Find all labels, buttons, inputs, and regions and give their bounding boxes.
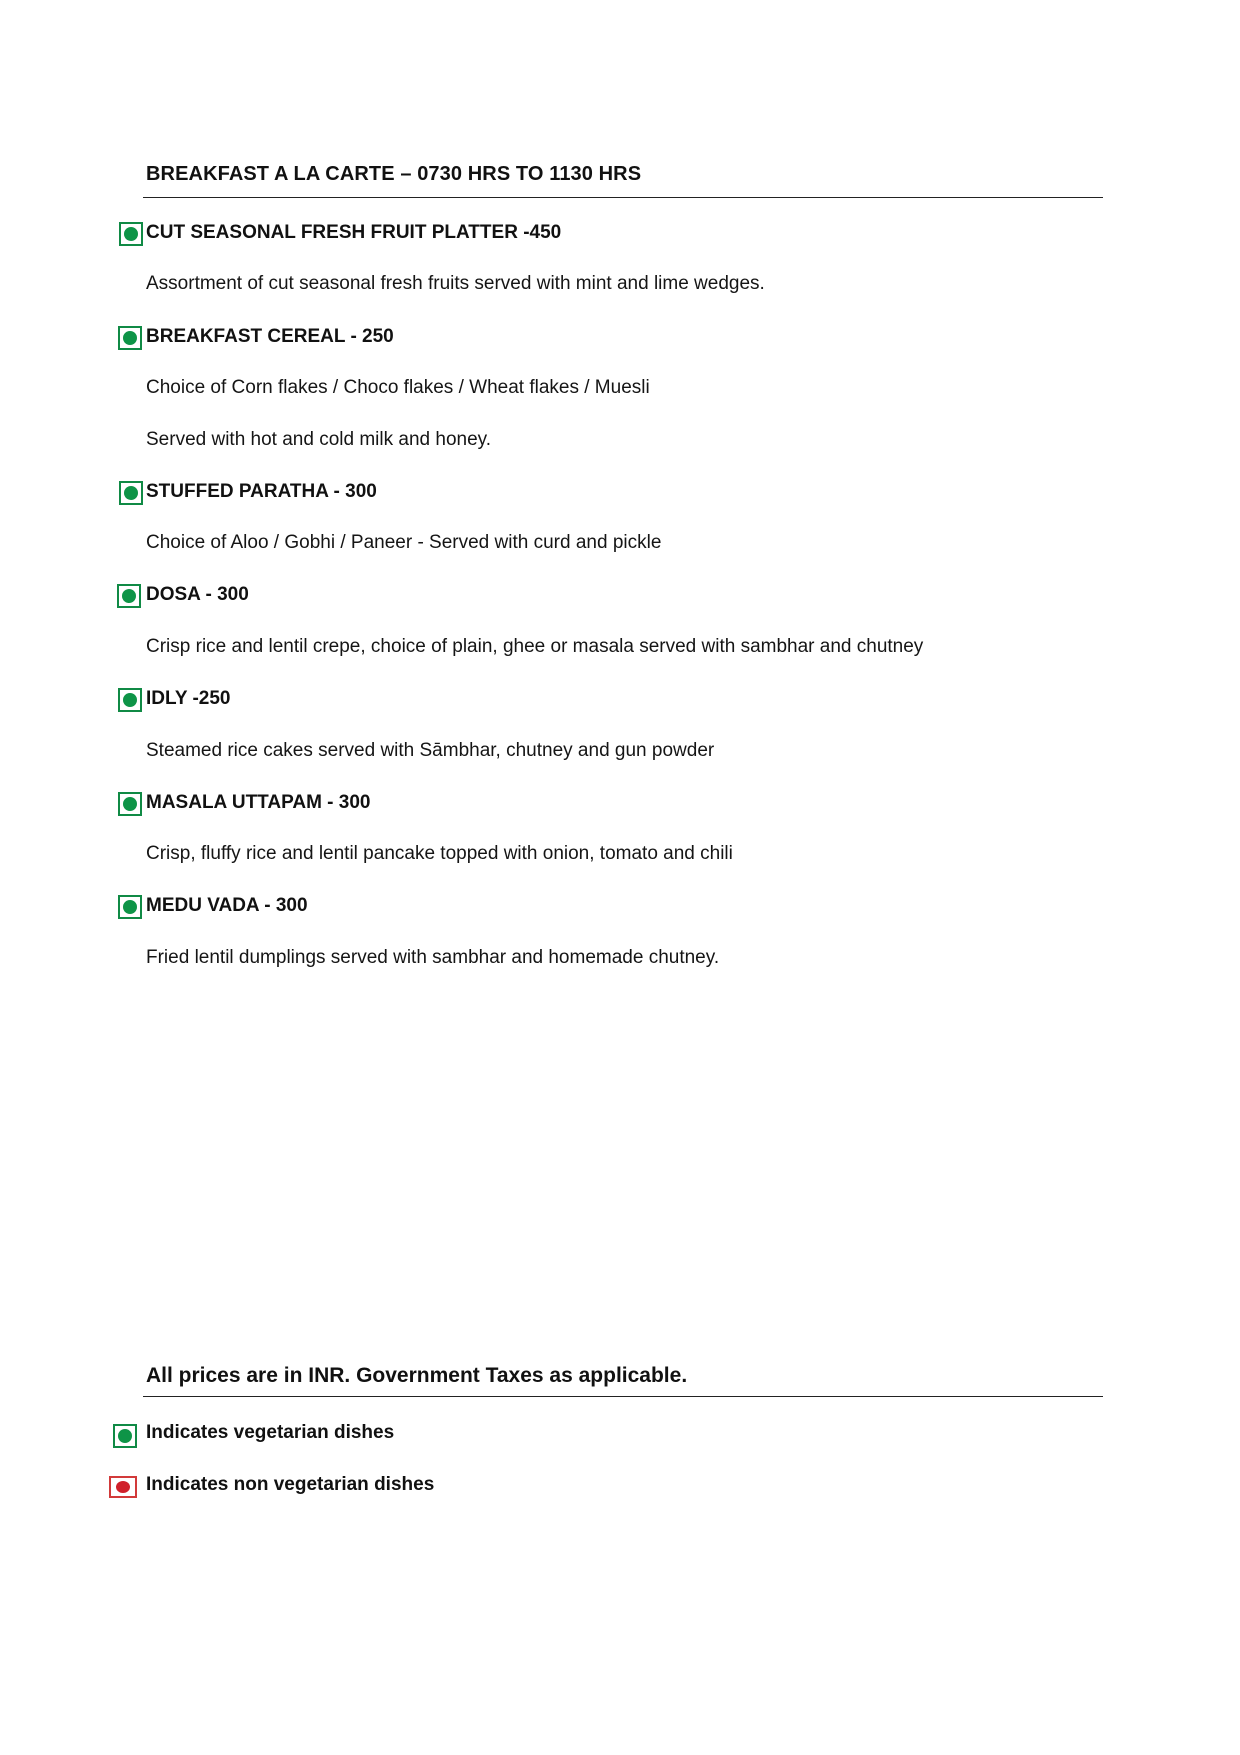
veg-indicator-icon xyxy=(118,688,142,712)
item-name: CUT SEASONAL FRESH FRUIT PLATTER -450 xyxy=(146,222,562,243)
veg-indicator-icon xyxy=(118,895,142,919)
nonveg-indicator-icon xyxy=(109,1476,137,1498)
item-name: IDLY -250 xyxy=(146,688,231,709)
item-description: Steamed rice cakes served with Sāmbhar, chutney and gun powder xyxy=(146,740,715,761)
item-name: STUFFED PARATHA - 300 xyxy=(146,481,377,502)
veg-indicator-icon xyxy=(119,481,143,505)
legend-veg-label: Indicates vegetarian dishes xyxy=(146,1422,395,1443)
item-description: Assortment of cut seasonal fresh fruits served with mint and lime wedges. xyxy=(146,273,765,294)
section-title: BREAKFAST A LA CARTE – 0730 HRS TO 1130 HRS xyxy=(146,163,642,185)
item-name: DOSA - 300 xyxy=(146,584,249,605)
item-description: Choice of Aloo / Gobhi / Paneer - Served with curd and pickle xyxy=(146,532,662,553)
title-divider xyxy=(143,197,1103,198)
price-tax-note: All prices are in INR. Government Taxes as applicable. xyxy=(146,1364,688,1387)
item-description: Fried lentil dumplings served with sambhar and homemade chutney. xyxy=(146,947,720,968)
veg-indicator-icon xyxy=(118,326,142,350)
veg-indicator-icon xyxy=(113,1424,137,1448)
legend-nonveg-label: Indicates non vegetarian dishes xyxy=(146,1474,435,1495)
veg-indicator-icon xyxy=(119,222,143,246)
item-name: BREAKFAST CEREAL - 250 xyxy=(146,326,394,347)
item-name: MASALA UTTAPAM - 300 xyxy=(146,792,371,813)
veg-indicator-icon xyxy=(117,584,141,608)
item-description: Choice of Corn flakes / Choco flakes / Wheat flakes / Muesli xyxy=(146,377,650,398)
item-description: Crisp rice and lentil crepe, choice of plain, ghee or masala served with sambhar and chutney xyxy=(146,636,924,657)
item-description: Crisp, fluffy rice and lentil pancake topped with onion, tomato and chili xyxy=(146,843,733,864)
item-name: MEDU VADA - 300 xyxy=(146,895,308,916)
veg-indicator-icon xyxy=(118,792,142,816)
item-description: Served with hot and cold milk and honey. xyxy=(146,429,492,450)
footer-divider xyxy=(143,1396,1103,1397)
